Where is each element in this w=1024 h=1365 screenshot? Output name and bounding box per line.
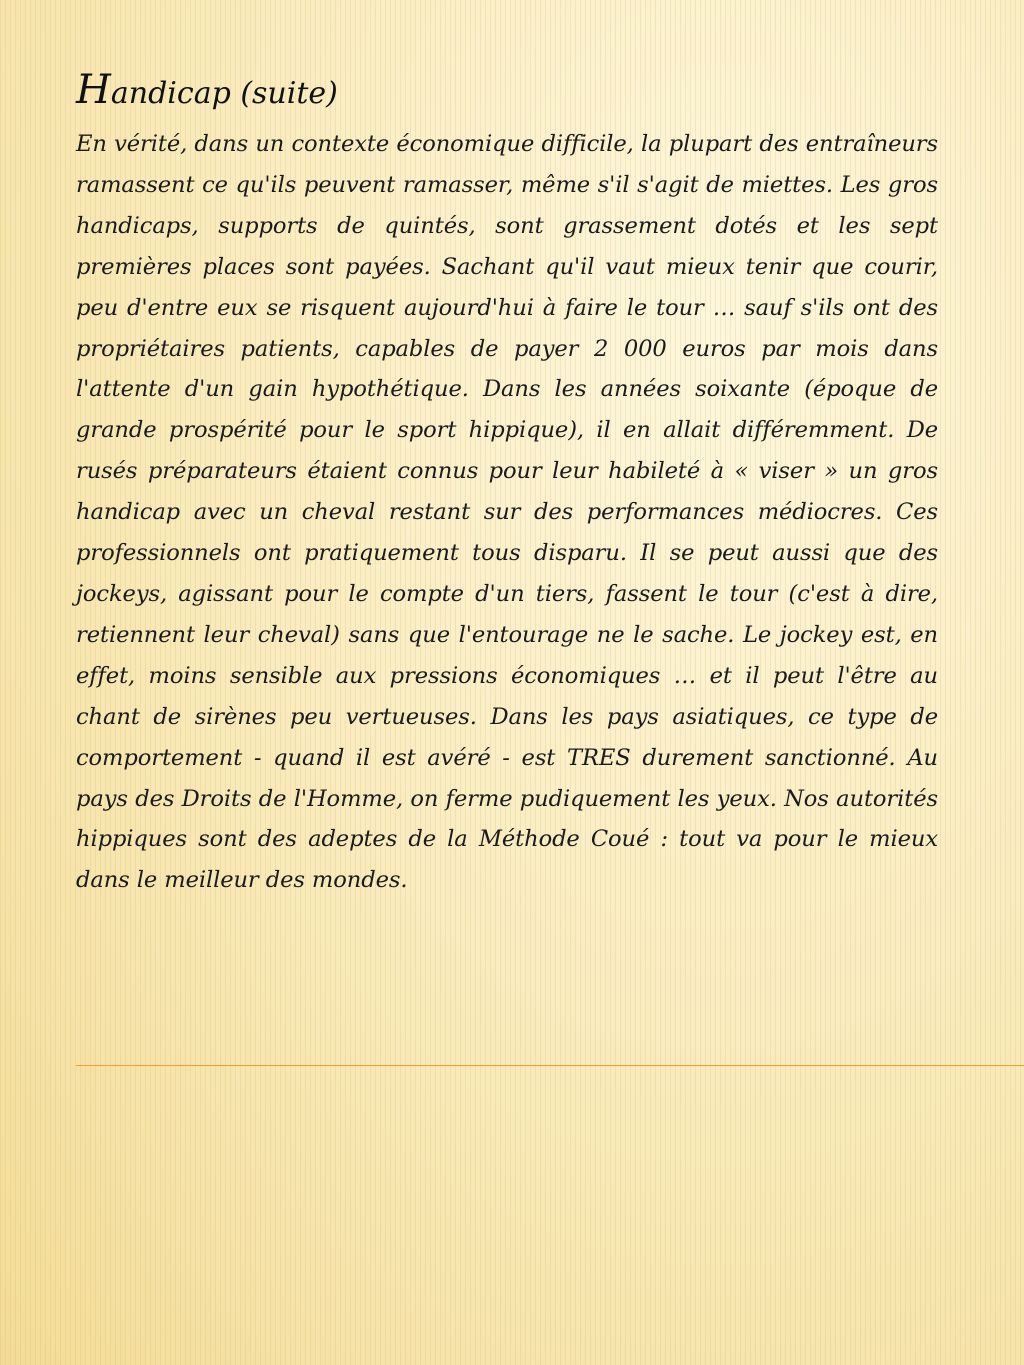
title-rest: andicap (suite) [110,76,338,111]
divider-line [76,1065,1024,1066]
slide-title [76,64,338,120]
body-paragraph: En vérité, dans un contexte économique difficile, la plupart des entraîneurs ramassent ce qu'ils peuvent ramasser, même s'il s'agit de miettes. Les gros handicaps, supports de quintés, sont grassement dotés et les sept premières places sont payées. Sachant qu'il vaut mieux tenir que courir, peu d'entre eux se risquent aujourd'hui à faire le tour … sauf s'ils ont des propriétaires patients, capables de payer 2 000 euros par mois dans l'attente d'un gain hypothétique. Dans les années soixante (époque de grande prospérité pour le sport hippique), il en allait différemment. De rusés préparateurs étaient connus pour leur habileté à « viser » un gros handicap avec un cheval restant sur des performances médiocres. Ces professionnels ont pratiquement tous disparu. Il se peut aussi que des jockeys, agissant pour le compte d'un tiers, fassent le tour (c'est à dire, retiennent leur cheval) sans que l'entourage ne le sache. Le jockey est, en effet, moins sensible aux pressions économiques … et il peut l'être au chant de sirènes peu vertueuses. Dans les pays asiatiques, ce type de comportement - quand il est avéré - est TRES durement sanctionné. Au pays des Droits de l'Homme, on ferme pudiquement les yeux. Nos autorités hippiques sont des adeptes de la Méthode Coué : tout va pour le mieux dans le meilleur des mondes. [76,131,938,894]
title-initial: H [76,67,111,113]
